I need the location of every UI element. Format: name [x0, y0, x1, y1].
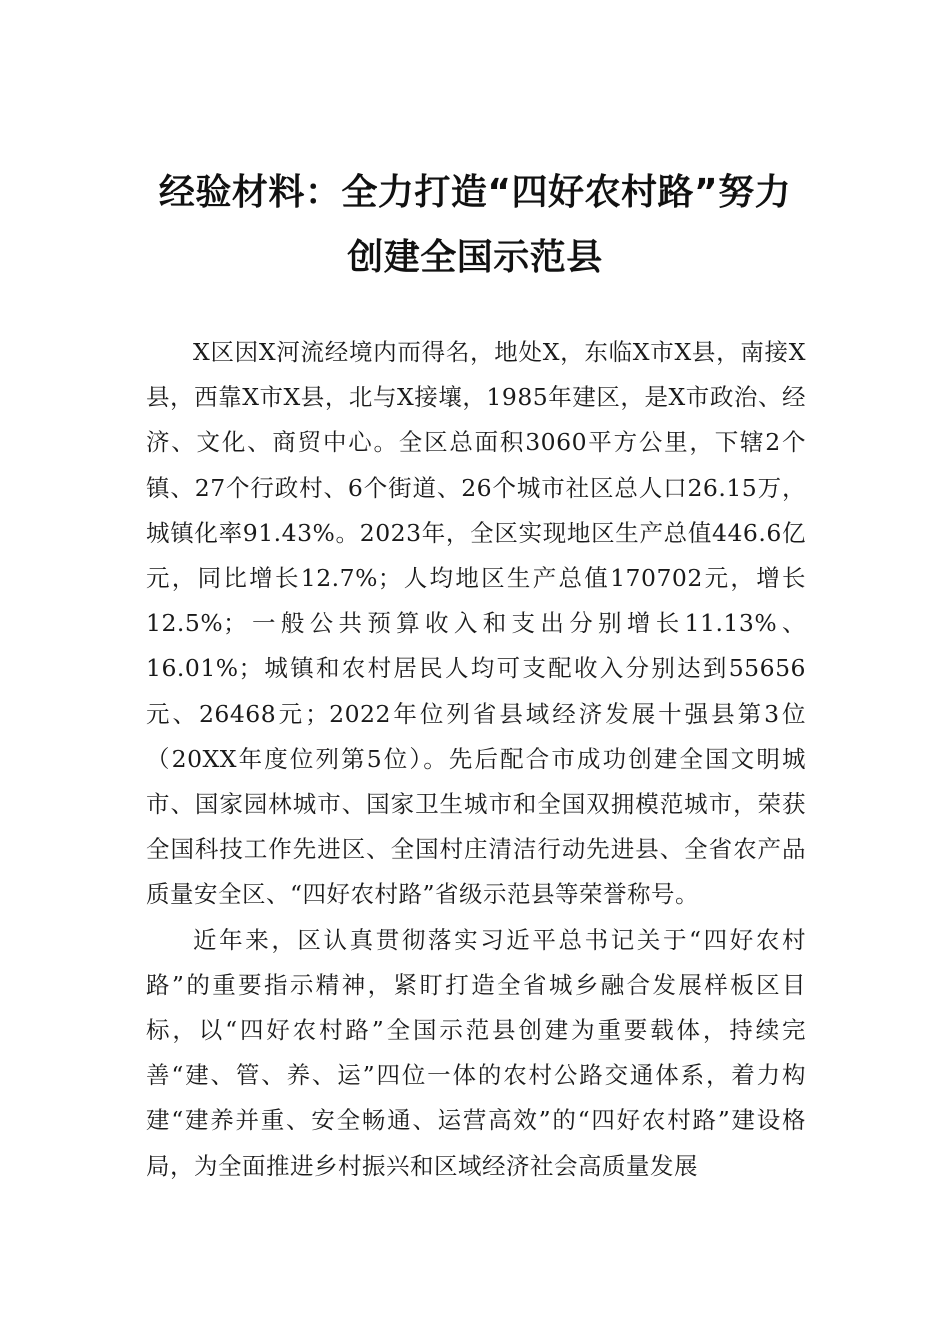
- title-line-2: 创建全国示范县: [347, 237, 603, 278]
- document-title: [120, 160, 830, 290]
- document-body: [146, 330, 806, 1189]
- paragraph-2: 近年来，区认真贯彻落实习近平总书记关于“四好农村路”的重要指示精神，紧盯打造全省城乡融合发展样板区目标，以“四好农村路”全国示范县创建为重要载体，持续完善“建、管、养、运”四位一体的农村公路交通体系，着力构建“建养并重、安全畅通、运营高效”的“四好农村路”建设格局，为全面推进乡村振兴和区域经济社会高质量发展: [146, 925, 806, 1180]
- title-line-1: 经验材料：全力打造“四好农村路”努力: [158, 172, 792, 213]
- paragraph-1: X区因X河流经境内而得名，地处X，东临X市X县，南接X县，西靠X市X县，北与X接壤，1985年建区，是X市政治、经济、文化、商贸中心。全区总面积3060平方公里，下辖2个镇、27个行政村、6个街道、26个城市社区总人口26.15万，城镇化率91.43%。2023年，全区实现地区生产总值446.6亿元，同比增长12.7%；人均地区生产总值170702元，增长12.5%；一般公共预算收入和支出分别增长11.13%、16.01%；城镇和农村居民人均可支配收入分别达到55656元、26468元；2022年位列省县域经济发展十强县第3位（20XX年度位列第5位）。先后配合市成功创建全国文明城市、国家园林城市、国家卫生城市和全国双拥模范城市，荣获全国科技工作先进区、全国村庄清洁行动先进县、全省农产品质量安全区、“四好农村路”省级示范县等荣誉称号。: [146, 338, 806, 909]
